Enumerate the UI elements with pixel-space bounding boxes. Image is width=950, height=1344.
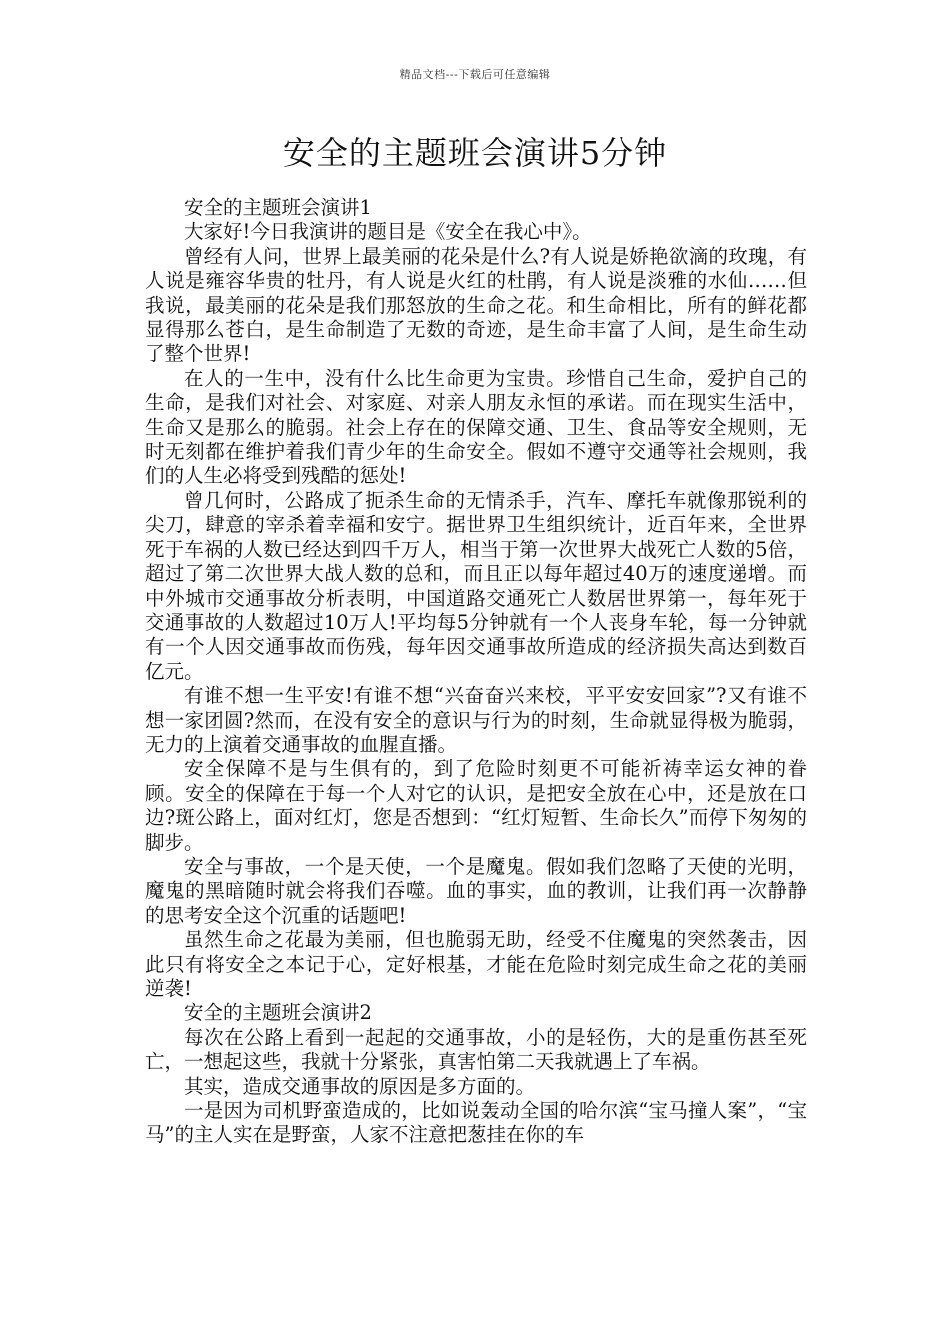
body-paragraph: 有谁不想一生平安!有谁不想“兴奋奋兴来校，平平安安回家”?又有谁不想一家团圆?然而，在没有安全的意识与行为的时刻，生命就显得极为脆弱，无力的上演着交通事故的血腥直播。 bbox=[145, 684, 807, 756]
body-paragraph: 每次在公路上看到一起起的交通事故，小的是轻伤，大的是重伤甚至死亡，一想起这些，我就十分紧张，真害怕第二天我就遇上了车祸。 bbox=[145, 1025, 807, 1074]
document-title: 安全的主题班会演讲5分钟 bbox=[282, 134, 668, 172]
document-body bbox=[145, 196, 807, 1148]
body-paragraph: 一是因为司机野蛮造成的，比如说轰动全国的哈尔滨“宝马撞人案”，“宝马”的主人实在是野蛮，人家不注意把葱挂在你的车 bbox=[145, 1099, 807, 1147]
body-paragraph: 在人的一生中，没有什么比生命更为宝贵。珍惜自己生命，爱护自己的生命，是我们对社会、对家庭、对亲人朋友永恒的承诺。而在现实生活中，生命又是那么的脆弱。社会上存在的保障交通、卫生、食品等安全规则，无时无刻都在维护着我们青少年的生命安全。假如不遵守交通等社会规则，我们的人生必将受到残酷的惩处! bbox=[145, 366, 807, 488]
body-paragraph: 曾几何时，公路成了扼杀生命的无情杀手，汽车、摩托车就像那锐利的尖刀，肆意的宰杀着幸福和安宁。据世界卫生组织统计，近百年来，全世界死于车祸的人数已经达到四千万人，相当于第一次世界大战死亡人数的5倍，超过了第二次世界大战人数的总和，而且正以每年超过40万的速度递增。而中外城市交通事故分析表明，中国道路交通死亡人数居世界第一，每年死于交通事故的人数超过10万人!平均每5分钟就有一个人丧身车轮，每一分钟就有一个人因交通事故而伤残，每年因交通事故所造成的经济损失高达到数百亿元。 bbox=[145, 488, 807, 683]
body-paragraph: 虽然生命之花最为美丽，但也脆弱无助，经受不住魔鬼的突然袭击，因此只有将安全之本记于心，定好根基，才能在危险时刻完成生命之花的美丽逆袭! bbox=[145, 928, 807, 1000]
body-paragraph: 安全的主题班会演讲1 bbox=[184, 196, 372, 219]
page-header: 精品文档---下载后可任意编辑 bbox=[399, 68, 551, 81]
body-paragraph: 安全的主题班会演讲2 bbox=[184, 1001, 372, 1025]
body-paragraph: 曾经有人问，世界上最美丽的花朵是什么?有人说是娇艳欲滴的玫瑰，有人说是雍容华贵的牡丹，有人说是火红的杜鹃，有人说是淡雅的水仙……但我说，最美丽的花朵是我们那怒放的生命之花。和生命相比，所有的鲜花都显得那么苍白，是生命制造了无数的奇迹，是生命丰富了人间，是生命生动了整个世界! bbox=[145, 244, 807, 366]
body-paragraph: 大家好!今日我演讲的题目是《安全在我心中》。 bbox=[184, 220, 592, 244]
body-paragraph: 安全与事故，一个是天使，一个是魔鬼。假如我们忽略了天使的光明，魔鬼的黑暗随时就会将我们吞噬。血的事实，血的教训，让我们再一次静静的思考安全这个沉重的话题吧! bbox=[145, 854, 807, 927]
body-paragraph: 安全保障不是与生俱有的，到了危险时刻更不可能祈祷幸运女神的眷顾。安全的保障在于每一个人对它的认识，是把安全放在心中，还是放在口边?斑公路上，面对红灯，您是否想到：“红灯短暂、生命长久”而停下匆匆的脚步。 bbox=[145, 757, 807, 854]
body-paragraph: 其实，造成交通事故的原因是多方面的。 bbox=[184, 1074, 536, 1098]
